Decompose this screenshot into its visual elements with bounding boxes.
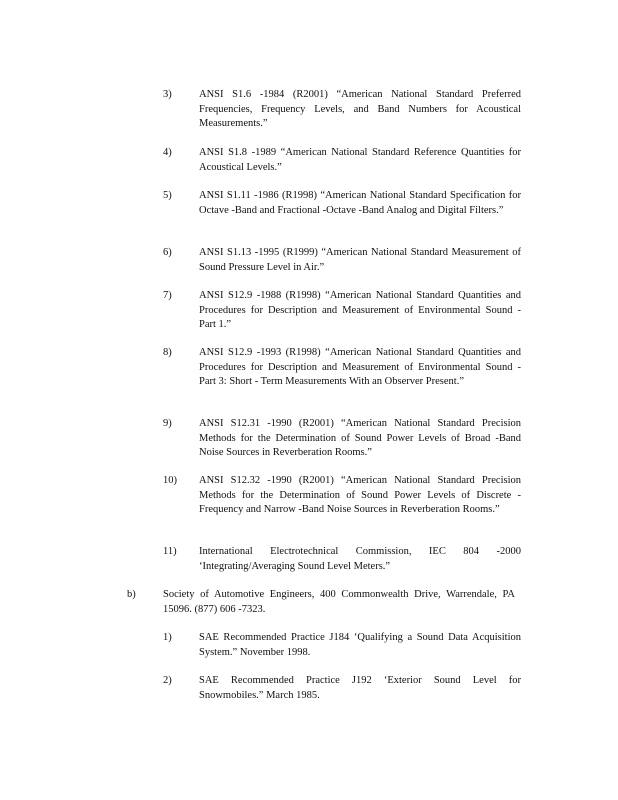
reference-text: ANSI S1.11 -1986 (R1998) “American National Standard Specification for Octave -Band and Fractional -Octave -Band Analog and Digital Filters.” xyxy=(199,190,521,216)
reference-text: SAE Recommended Practice J192 ‘Exterior Sound Level for Snowmobiles.” March 1985. xyxy=(199,675,521,701)
reference-number: 5) xyxy=(163,190,172,201)
reference-text: ANSI S12.9 -1988 (R1998) “American National Standard Quantities and Procedures for Description and Measurement of Environmental Sound - Part 1.” xyxy=(199,290,521,330)
reference-text: ANSI S12.32 -1990 (R2001) “American National Standard Precision Methods for the Determination of Sound Power Levels of Discrete -Frequency and Narrow -Band Noise Sources in Reverberation Rooms.” xyxy=(199,475,521,515)
reference-number: 9) xyxy=(163,418,172,429)
reference-text: International Electrotechnical Commission, IEC 804 -2000 ‘Integrating/Averaging Sound Level Meters.” xyxy=(199,546,521,572)
reference-number: 2) xyxy=(163,675,172,686)
reference-number: 10) xyxy=(163,475,177,486)
reference-number: 6) xyxy=(163,247,172,258)
reference-number: 4) xyxy=(163,147,172,158)
reference-text: ANSI S1.13 -1995 (R1999) “American National Standard Measurement of Sound Pressure Level in Air.” xyxy=(199,247,521,273)
section-b-text: Society of Automotive Engineers, 400 Commonwealth Drive, Warrendale, PA 15096. (877) 606 -7323. xyxy=(163,589,515,615)
reference-number: 3) xyxy=(163,89,172,100)
reference-text: ANSI S1.8 -1989 “American National Standard Reference Quantities for Acoustical Levels.” xyxy=(199,147,521,173)
reference-text: ANSI S1.6 -1984 (R2001) “American National Standard Preferred Frequencies, Frequency Levels, and Band Numbers for Acoustical Measurements.” xyxy=(199,89,521,129)
reference-text: SAE Recommended Practice J184 ‘Qualifying a Sound Data Acquisition System.” November 1998. xyxy=(199,632,521,658)
reference-number: 1) xyxy=(163,632,172,643)
reference-number: 11) xyxy=(163,546,177,557)
reference-text: ANSI S12.9 -1993 (R1998) “American National Standard Quantities and Procedures for Description and Measurement of Environmental Sound - Part 3: Short - Term Measurements With an Observer Present.” xyxy=(199,347,521,387)
section-b-label: b) xyxy=(127,589,136,600)
reference-number: 7) xyxy=(163,290,172,301)
reference-number: 8) xyxy=(163,347,172,358)
reference-text: ANSI S12.31 -1990 (R2001) “American National Standard Precision Methods for the Determination of Sound Power Levels of Broad -Band Noise Sources in Reverberation Rooms.” xyxy=(199,418,521,458)
